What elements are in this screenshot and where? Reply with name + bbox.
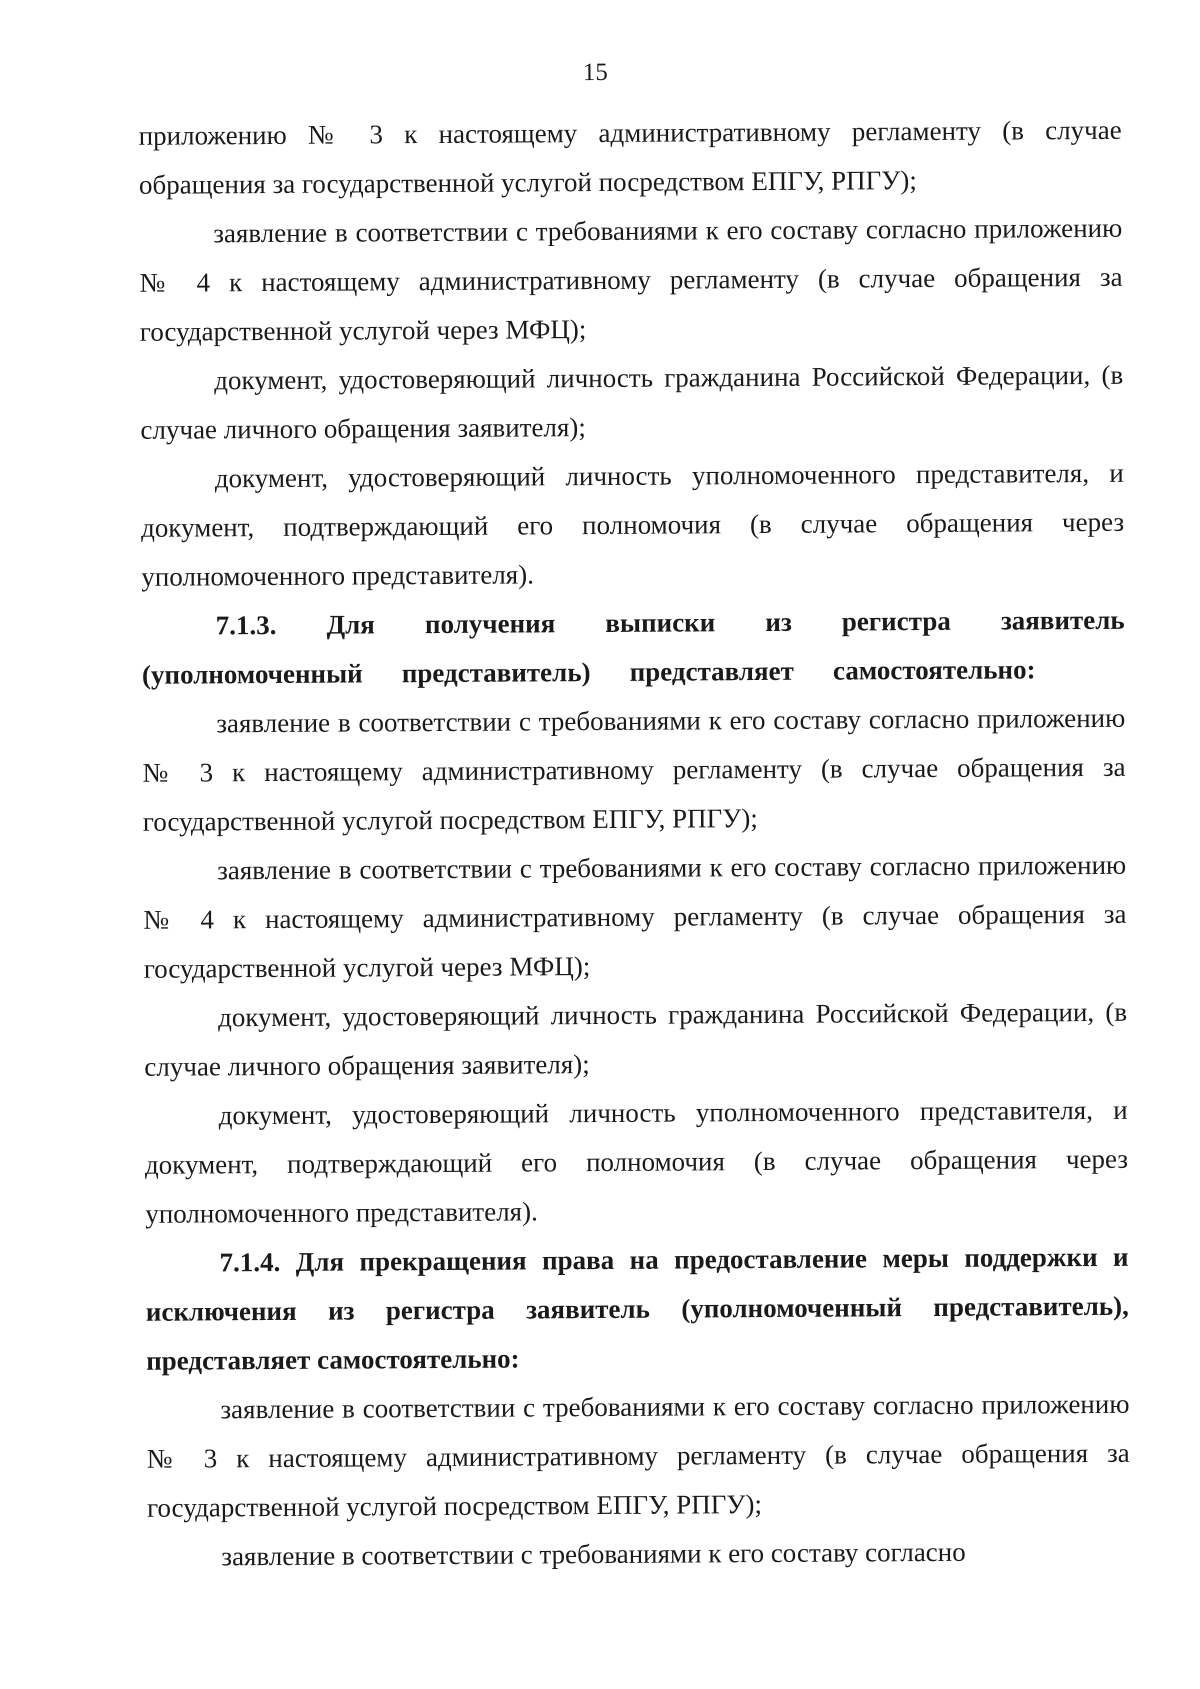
- paragraph: документ, удостоверяющий личность уполномоченного представителя, и документ, подтверждающий его полномочия (в случае обращения через уполномоченного представителя).: [144, 1094, 1129, 1229]
- section-heading-7-1-4: 7.1.4. Для прекращения права на предоставление меры поддержки и исключения из регистра заявитель (уполномоченный представитель), представляет самостоятельно:: [145, 1241, 1129, 1376]
- paragraph: заявление в соответствии с требованиями к его составу согласно приложению № 3 к настоящему административному регламенту (в случае обращения за государственной услугой посредством ЕПГУ, РПГУ);: [142, 702, 1126, 837]
- paragraph: заявление в соответствии с требованиями к его составу согласно приложению № 3 к настоящему административному регламенту (в случае обращения за государственной услугой посредством ЕПГУ, РПГУ);: [146, 1388, 1130, 1523]
- paragraph: документ, удостоверяющий личность уполномоченного представителя, и документ, подтверждающий его полномочия (в случае обращения через уполномоченного представителя).: [140, 457, 1125, 592]
- section-heading-7-1-3: 7.1.3. Для получения выписки из регистра заявитель (уполномоченный представитель) представляет самостоятельно:: [141, 604, 1125, 690]
- paragraph-continuation: приложению № 3 к настоящему административному регламенту (в случае обращения за государственной услугой посредством ЕПГУ, РПГУ);: [138, 114, 1122, 200]
- page-number: 15: [582, 58, 608, 87]
- document-body: [139, 106, 1131, 1582]
- paragraph: заявление в соответствии с требованиями к его составу согласно приложению № 4 к настоящему административному регламенту (в случае обращения за государственной услугой через МФЦ);: [139, 212, 1123, 347]
- paragraph: заявление в соответствии с требованиями к его составу согласно: [221, 1536, 966, 1572]
- paragraph: заявление в соответствии с требованиями к его составу согласно приложению № 4 к настоящему административному регламенту (в случае обращения за государственной услугой через МФЦ);: [143, 849, 1127, 984]
- paragraph: документ, удостоверяющий личность гражданина Российской Федерации, (в случае личного обращения заявителя);: [140, 359, 1124, 445]
- paragraph: документ, удостоверяющий личность гражданина Российской Федерации, (в случае личного обращения заявителя);: [144, 996, 1128, 1082]
